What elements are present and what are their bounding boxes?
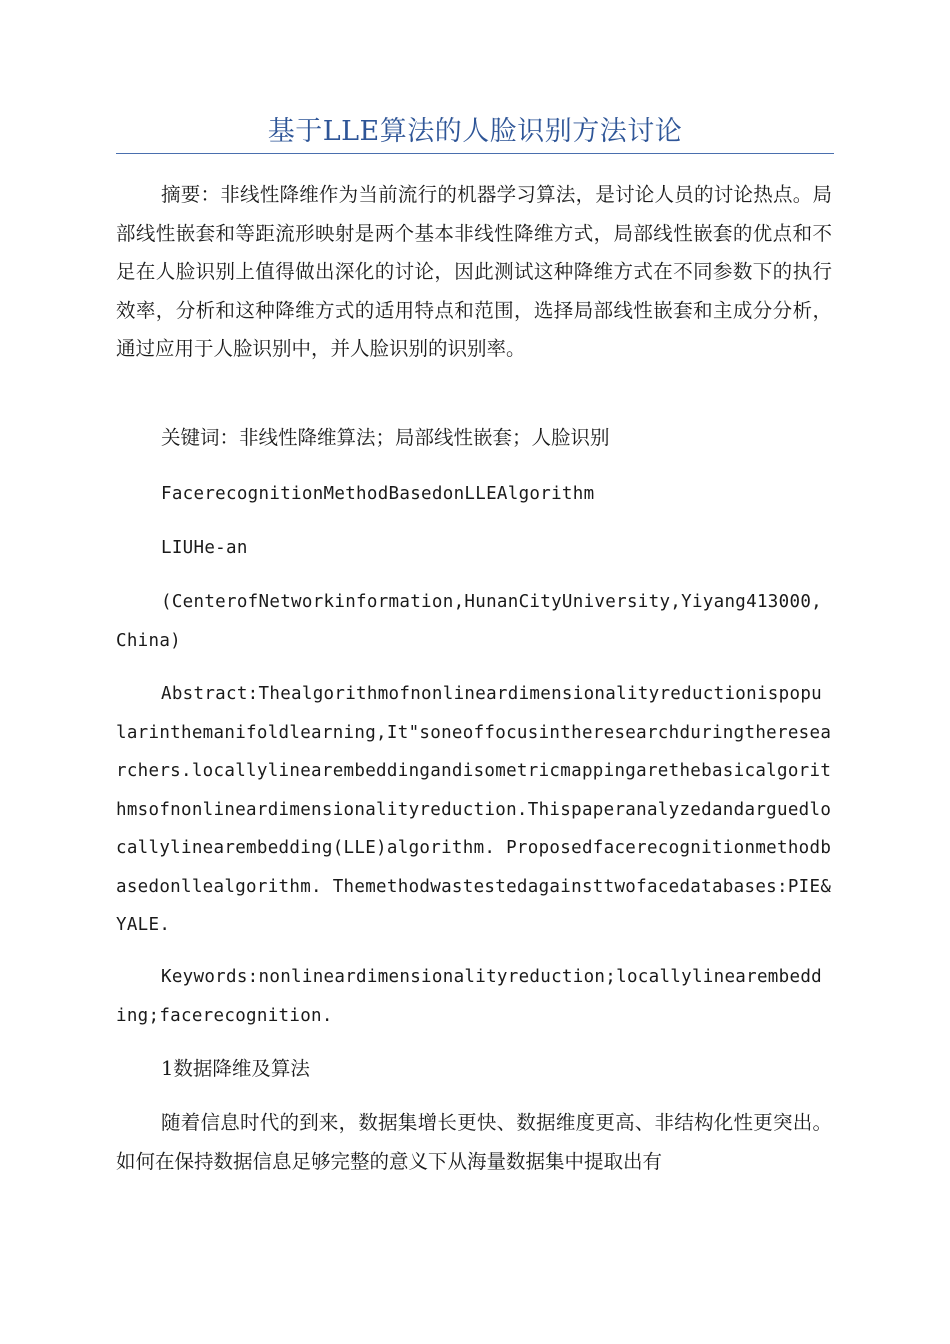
section-heading: 1数据降维及算法 xyxy=(161,1057,310,1080)
abstract-cn: 摘要：非线性降维作为当前流行的机器学习算法，是讨论人员的讨论热点。局部线性嵌套和等距流形映射是两个基本非线性降维方式，局部线性嵌套的优点和不足在人脸识别上值得做出深化的讨论，因此测试这种降维方式在不同参数下的执行效率，分析和这种降维方式的适用特点和范围，选择局部线性嵌套和主成分分析，通过应用于人脸识别中，并人脸识别的识别率。 xyxy=(116,183,832,360)
document-title: 基于LLE算法的人脸识别方法讨论 xyxy=(267,116,683,147)
english-title: FacerecognitionMethodBasedonLLEAlgorithm xyxy=(161,484,595,504)
section-body: 随着信息时代的到来，数据集增长更快、数据维度更高、非结构化性更突出。如何在保持数据信息足够完整的意义下从海量数据集中提取出有 xyxy=(116,1111,832,1173)
english-author: LIUHe-an xyxy=(161,538,248,558)
english-abstract: Abstract:Thealgorithmofnonlineardimensionalityreductionispopularinthemanifoldlearning,It"soneoffocusintheresearchduringtheresearchers.locallylinearembeddingandisometricmappingarethebasicalgorithmsofnonlineardimensionalityreduction.Thispaperanalyzedandarguedlocallylinearembedding(LLE)algorithm. Proposedfacerecognitionmethodbasedonllealgorithm. Themethodwastestedagainsttwofacedatabases:PIE&YALE. xyxy=(116,684,832,935)
title-underline xyxy=(116,153,834,154)
english-affiliation: (CenterofNetworkinformation,HunanCityUniversity,Yiyang413000,China) xyxy=(116,592,822,651)
keywords-cn: 关键词：非线性降维算法；局部线性嵌套；人脸识别 xyxy=(161,426,610,449)
english-keywords: Keywords:nonlineardimensionalityreduction;locallylinearembedding;facerecognition. xyxy=(116,967,822,1026)
